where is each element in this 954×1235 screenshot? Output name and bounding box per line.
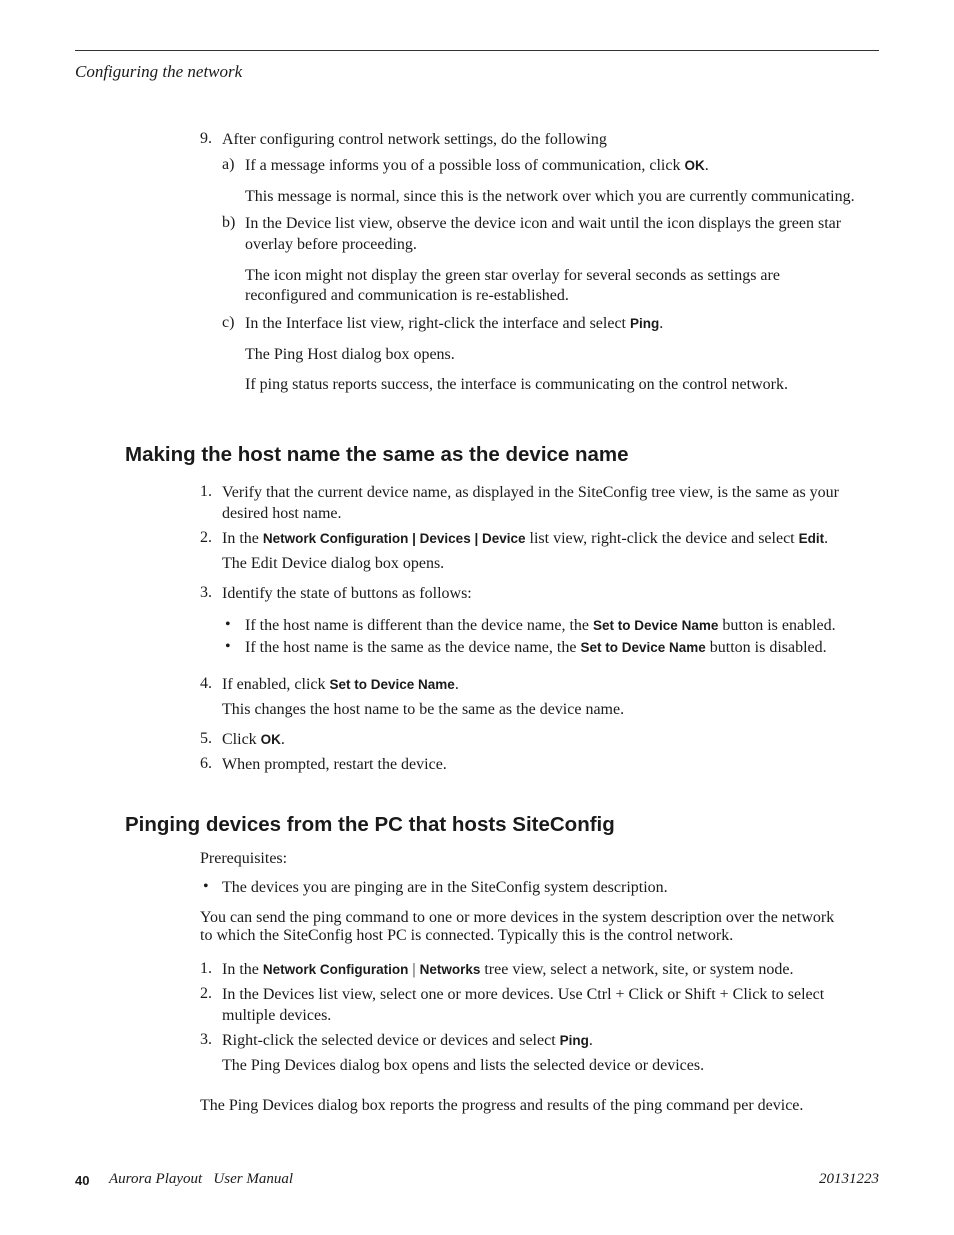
substep-label: a) — [222, 156, 235, 173]
step-note: The Ping Devices dialog box opens and lists the selected device or devices. — [222, 1057, 705, 1074]
step-text: In the Network Configuration | Networks tree view, select a network, site, or system node. — [222, 961, 794, 978]
substep-label: b) — [222, 214, 236, 231]
set-to-device-name-ref: Set to Device Name — [580, 640, 706, 655]
substep-text: If a message informs you of a possible loss of communication, click OK. — [245, 157, 709, 174]
step-text: Right-click the selected device or devices and select Ping. — [222, 1032, 593, 1049]
paragraph: You can send the ping command to one or more devices in the system description over the network — [200, 909, 835, 926]
substep-label: c) — [222, 314, 235, 331]
ping-menu-ref: Ping — [559, 1033, 589, 1048]
step-number: 9. — [200, 130, 212, 147]
substep-note: If ping status reports success, the interface is communicating on the control network. — [245, 376, 788, 393]
section-heading: Pinging devices from the PC that hosts SiteConfig — [125, 813, 615, 836]
bullet-item: If the host name is different than the device name, the Set to Device Name button is enabled. — [245, 617, 836, 634]
step-note: This changes the host name to be the same as the device name. — [222, 701, 625, 718]
page-number: 40 — [75, 1173, 90, 1188]
prerequisites-label: Prerequisites: — [200, 850, 288, 867]
substep-text: In the Interface list view, right-click the interface and select Ping. — [245, 315, 664, 332]
bullet-marker: • — [225, 616, 231, 633]
step-number: 6. — [200, 755, 212, 772]
step-number: 1. — [200, 960, 212, 977]
step-text-cont: desired host name. — [222, 505, 342, 522]
header-rule — [75, 50, 879, 51]
step-text: Click OK. — [222, 731, 285, 748]
substep-note-cont: reconfigured and communication is re-established. — [245, 287, 569, 304]
ok-button-ref: OK — [260, 732, 281, 747]
manual-title: Aurora Playout User Manual — [109, 1171, 294, 1187]
set-to-device-name-ref: Set to Device Name — [593, 618, 719, 633]
bullet-marker: • — [203, 878, 209, 895]
bullet-item: If the host name is the same as the device name, the Set to Device Name button is disabled. — [245, 639, 827, 656]
step-number: 2. — [200, 529, 212, 546]
step-text-cont: multiple devices. — [222, 1007, 332, 1024]
running-header: Configuring the network — [75, 62, 243, 81]
substep-note: The icon might not display the green star overlay for several seconds as settings are — [245, 267, 780, 284]
set-to-device-name-ref: Set to Device Name — [329, 677, 455, 692]
step-text: When prompted, restart the device. — [222, 756, 447, 773]
bullet-item: The devices you are pinging are in the SiteConfig system description. — [222, 879, 668, 896]
paragraph-cont: to which the SiteConfig host PC is connected. Typically this is the control network. — [200, 927, 734, 944]
step-number: 3. — [200, 1031, 212, 1048]
substep-note: This message is normal, since this is the network over which you are currently communicating. — [245, 188, 855, 205]
edit-menu-ref: Edit — [798, 531, 825, 546]
step-number: 5. — [200, 730, 212, 747]
substep-text: In the Device list view, observe the device icon and wait until the icon displays the green star — [245, 215, 842, 232]
substep-text-cont: overlay before proceeding. — [245, 236, 417, 253]
closing-paragraph: The Ping Devices dialog box reports the progress and results of the ping command per device. — [200, 1097, 804, 1114]
ping-menu-ref: Ping — [630, 316, 660, 331]
bullet-marker: • — [225, 638, 231, 655]
step-number: 3. — [200, 584, 212, 601]
step-text: After configuring control network settings, do the following — [222, 131, 607, 148]
step-text: In the Devices list view, select one or more devices. Use Ctrl + Click or Shift + Click to select — [222, 986, 825, 1003]
step-number: 4. — [200, 675, 212, 692]
step-note: The Edit Device dialog box opens. — [222, 555, 445, 572]
step-number: 1. — [200, 483, 212, 500]
step-text: Identify the state of buttons as follows: — [222, 585, 472, 602]
document-date: 20131223 — [819, 1171, 879, 1187]
section-heading: Making the host name the same as the device name — [125, 443, 629, 466]
step-number: 2. — [200, 985, 212, 1002]
step-text: Verify that the current device name, as displayed in the SiteConfig tree view, is the same as your — [222, 484, 839, 501]
step-text: In the Network Configuration | Devices | Device list view, right-click the device and select Edit. — [222, 530, 829, 547]
substep-note: The Ping Host dialog box opens. — [245, 346, 455, 363]
step-text: If enabled, click Set to Device Name. — [222, 676, 459, 693]
ok-button-ref: OK — [684, 158, 705, 173]
